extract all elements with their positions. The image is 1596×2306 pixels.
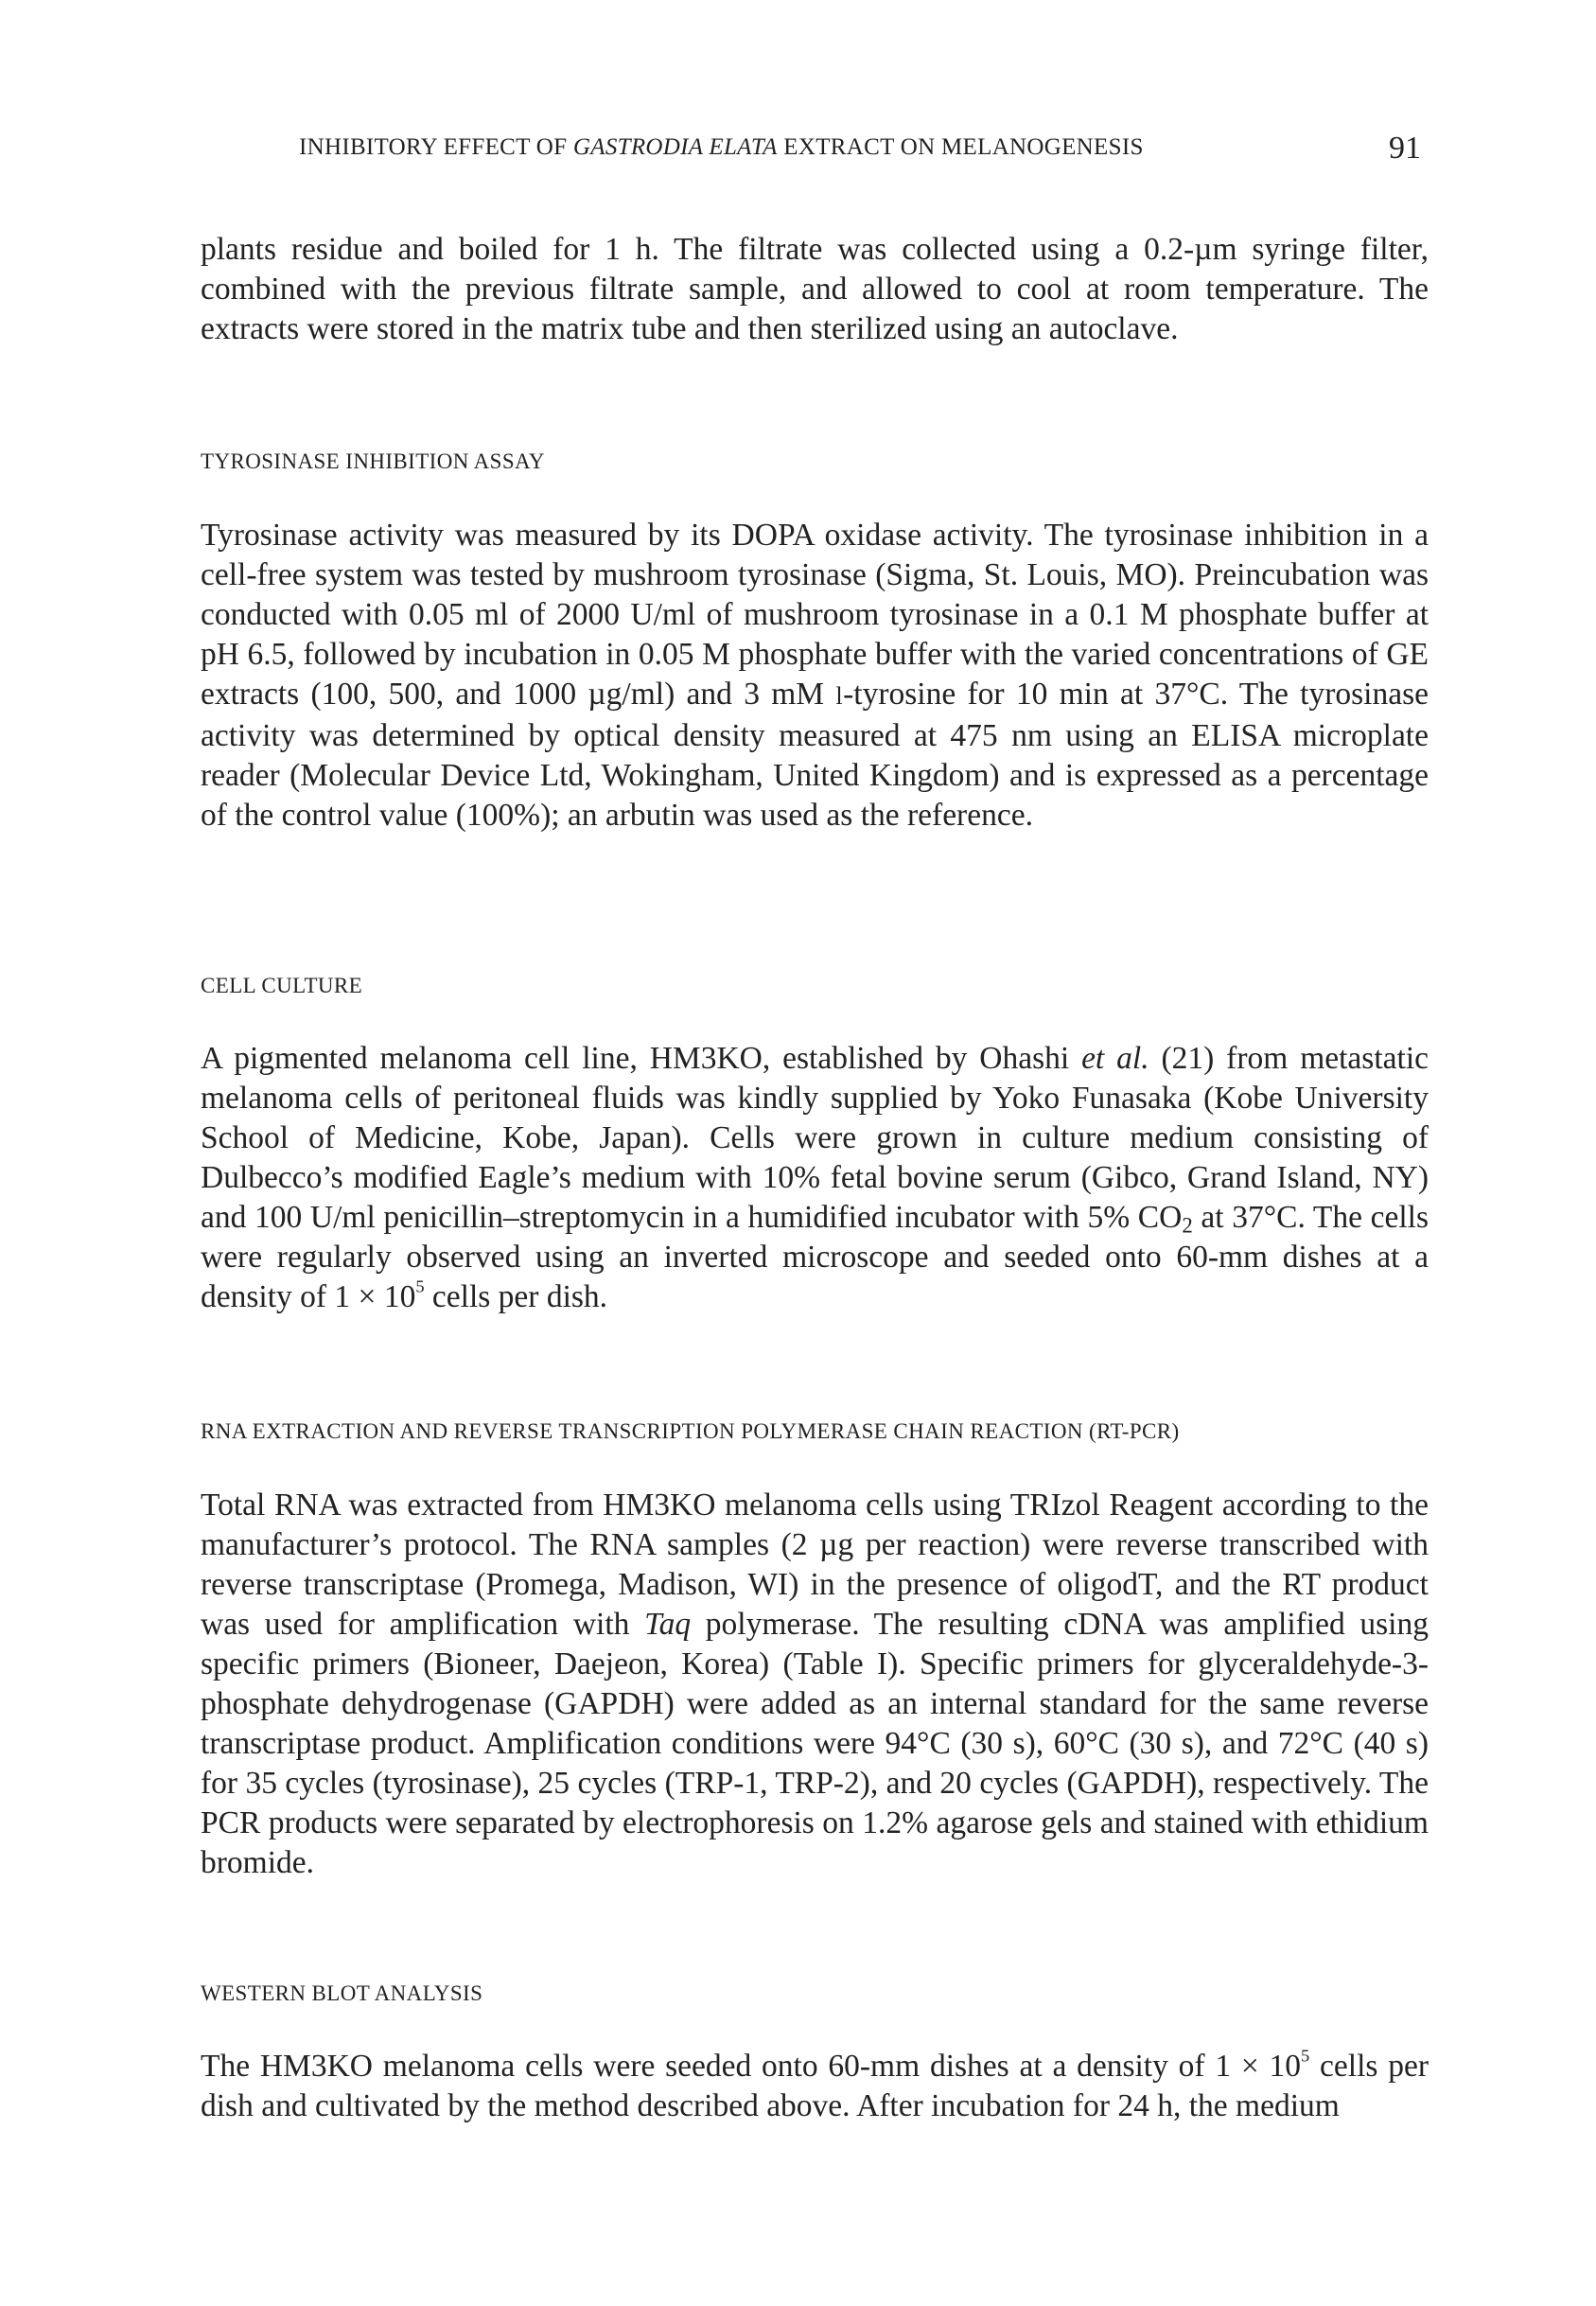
section-heading-rna: RNA EXTRACTION AND REVERSE TRANSCRIPTION POLYMERASE CHAIN REACTION (RT-PCR) — [201, 1419, 1180, 1443]
section-heading-tyrosinase: TYROSINASE INHIBITION ASSAY — [201, 449, 545, 473]
l-small-cap: l — [835, 682, 844, 710]
paragraph-western: The HM3KO melanoma cells were seeded onto 60-mm dishes at a density of $1 \times 10^5$ cells per dish and cultivated by the method described above. After incubation for 24 h, the medium — [201, 2046, 1429, 2123]
et-al: et al. — [1081, 1041, 1149, 1076]
paragraph-cell-culture: A pigmented melanoma cell line, HM3KO, established by Ohashi et al. (21) from metastatic melanoma cells of peritoneal fluids was kindly supplied by Yoko Funasaka (Kobe University School of Medicine, Kobe, Japan). Cells were grown in culture medium consisting of Dulbecco’s modified Eagle’s medium with 10% fetal bovine serum (Gibco, Grand Island, NY) and 100 U/ml penicillin–streptomycin in a humidified incubator with 5% $CO_2$ at 37°C. The cells were regularly observed using an inverted microscope and seeded onto 60-mm dishes at a density of $1 \times 10^5$ cells per dish. — [201, 1041, 1429, 1314]
paragraph-tyrosinase: Tyrosinase activity was measured by its DOPA oxidase activity. The tyrosinase inhibition in a cell-free system was tested by mushroom tyrosinase (Sigma, St. Louis, MO). Preincubation was conducted with 0.05 ml of 2000 U/ml of mushroom tyrosinase in a 0.1 M phosphate buffer at pH 6.5, followed by incubation in 0.05 M phosphate buffer with the varied concentrations of GE extracts (100, 500, and 1000 µg/ml) and 3 mM l-tyrosine for 10 min at 37°C. The tyrosinase activity was determined by optical density measured at 475 nm using an ELISA microplate reader (Molecular Device Ltd, Wokingham, United Kingdom) and is expressed as a percentage of the control value (100%); an arbutin was used as the reference. — [201, 518, 1429, 833]
continuation-paragraph: plants residue and boiled for 1 h. The filtrate was collected using a 0.2-µm syringe filter, combined with the previous filtrate sample, and allowed to cool at room temperature. The extracts were stored in the matrix tube and then sterilized using an autoclave. — [201, 232, 1429, 346]
running-head — [201, 131, 1429, 168]
taq-italic: Taq — [644, 1607, 692, 1642]
exponent: 5 — [1301, 2046, 1310, 2066]
paragraph-rna: Total RNA was extracted from HM3KO melanoma cells using TRIzol Reagent according to the manufacturer’s protocol. The RNA samples (2 µg per reaction) were reverse transcribed with reverse transcriptase (Promega, Madison, WI) in the presence of oligodT, and the RT product was used for amplification with Taq polymerase. The resulting cDNA was amplified using specific primers (Bioneer, Daejeon, Korea) (Table I). Specific primers for glyceraldehyde-3-phosphate dehydrogenase (GAPDH) were added as an internal standard for the same reverse transcriptase product. Amplification conditions were 94°C (30 s), 60°C (30 s), and 72°C (40 s) for 35 cycles (tyrosinase), 25 cycles (TRP-1, TRP-2), and 20 cycles (GAPDH), respectively. The PCR products were separated by electrophoresis on 1.2% agarose gels and stained with ethidium bromide. — [201, 1487, 1429, 1880]
section-heading-cell-culture: CELL CULTURE — [201, 974, 363, 997]
exponent: 5 — [415, 1276, 425, 1296]
co2-subscript: 2 — [1182, 1213, 1193, 1238]
page-number: 91 — [1389, 131, 1421, 166]
running-head-title: INHIBITORY EFFECT OF GASTRODIA ELATA EXTRACT ON MELANOGENESIS — [299, 134, 1144, 160]
section-heading-western: WESTERN BLOT ANALYSIS — [201, 1981, 483, 2005]
running-head-genus: GASTRODIA ELATA — [572, 134, 778, 160]
